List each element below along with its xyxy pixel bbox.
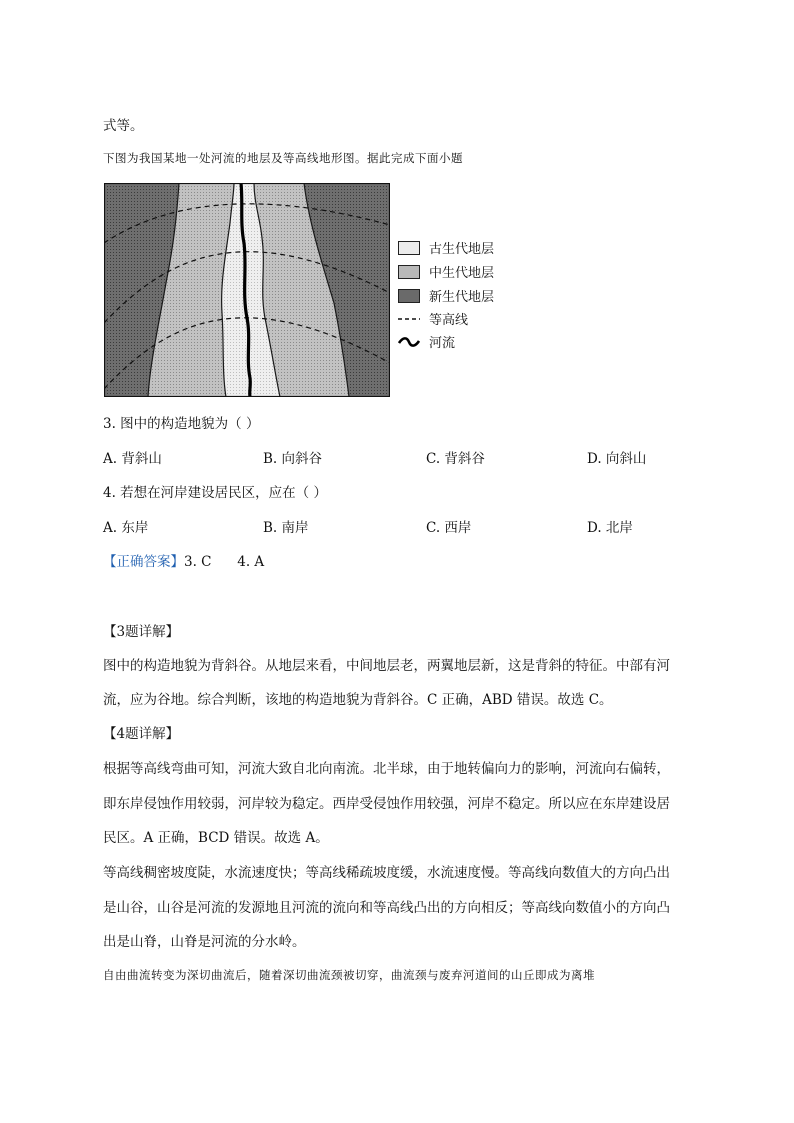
answer-tag: 【正确答案】 (103, 554, 184, 570)
legend-paleozoic (398, 238, 494, 257)
paleozoic-swatch (398, 241, 420, 255)
intro-text: 下图为我国某地一处河流的地层及等高线地形图。据此完成下面小题 (103, 151, 463, 165)
river-line-icon (398, 335, 420, 349)
q4-detail-line: 是山谷，山谷是河流的发源地且河流的流向和等高线凸出的方向相反；等高线向数值小的方向凸 (103, 900, 670, 916)
legend-label: 河流 (429, 336, 456, 351)
q3-stem: 3. 图中的构造地貌为（ ） (103, 416, 260, 432)
legend-cenozoic (398, 286, 494, 305)
legend-river (398, 332, 455, 351)
q4-option-d: D. 北岸 (587, 520, 633, 536)
legend-mesozoic (398, 262, 494, 281)
top-line: 式等。 (103, 118, 144, 134)
q4-detail-line: 出是山脊，山脊是河流的分水岭。 (103, 934, 306, 950)
answer-line (103, 550, 264, 570)
cenozoic-swatch (398, 289, 420, 303)
bottom-line: 自由曲流转变为深切曲流后，随着深切曲流颈被切穿，曲流颈与废弃河道间的山丘即成为离堆 (103, 968, 595, 982)
q3-detail-line: 图中的构造地貌为背斜谷。从地层来看，中间地层老，两翼地层新，这是背斜的特征。中部有河 (103, 658, 670, 674)
q4-option-c: C. 西岸 (426, 520, 472, 536)
answer-text: 3. C 4. A (184, 554, 265, 570)
q3-detail-title: 【3题详解】 (103, 624, 180, 640)
legend-label: 中生代地层 (429, 266, 495, 281)
q3-detail-line: 流，应为谷地。综合判断，该地的构造地貌为背斜谷。C 正确，ABD 错误。故选 C。 (103, 692, 613, 708)
q4-detail-line: 等高线稠密坡度陡，水流速度快；等高线稀疏坡度缓，水流速度慢。等高线向数值大的方向凸出 (103, 865, 670, 881)
legend-label: 新生代地层 (429, 290, 495, 305)
q4-detail-line: 根据等高线弯曲可知，河流大致自北向南流。北半球，由于地转偏向力的影响，河流向右偏转， (103, 761, 670, 777)
stratum-contour-map (104, 183, 390, 397)
mesozoic-swatch (398, 265, 420, 279)
q4-detail-line: 民区。A 正确，BCD 错误。故选 A。 (103, 830, 329, 846)
q4-option-a: A. 东岸 (103, 520, 149, 536)
q3-option-c: C. 背斜谷 (426, 451, 485, 467)
legend-label: 等高线 (429, 313, 469, 328)
legend-label: 古生代地层 (429, 242, 495, 257)
legend-contour (398, 309, 468, 328)
q3-option-d: D. 向斜山 (587, 451, 647, 467)
q3-option-a: A. 背斜山 (103, 451, 162, 467)
q4-detail-line: 即东岸侵蚀作用较弱，河岸较为稳定。西岸受侵蚀作用较强，河岸不稳定。所以应在东岸建设居 (103, 796, 670, 812)
dashed-line-icon (398, 312, 420, 326)
q4-option-b: B. 南岸 (263, 520, 309, 536)
q4-detail-title: 【4题详解】 (103, 726, 180, 742)
q3-option-b: B. 向斜谷 (263, 451, 323, 467)
q4-stem: 4. 若想在河岸建设居民区，应在（ ） (103, 485, 327, 501)
